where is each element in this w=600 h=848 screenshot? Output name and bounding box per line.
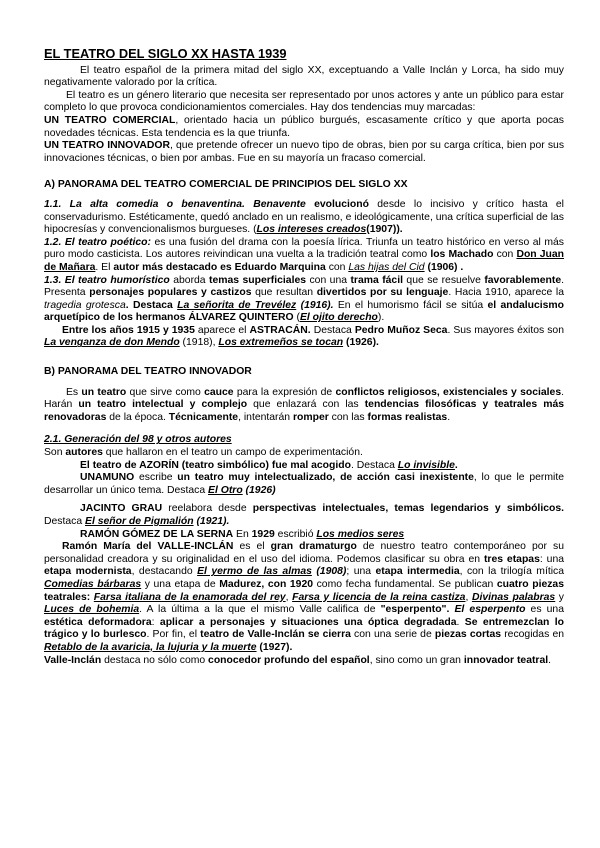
text: aborda [169, 274, 210, 286]
grau-paragraph [44, 503, 564, 528]
emphasis: personajes populares y castizos [89, 287, 252, 299]
emphasis: formas realistas [367, 411, 448, 423]
text: con una serie de [350, 629, 435, 641]
text: , orientado hacia un público burgués, escasamente crítico y que aporta pocas novedades técnicas. Esta tendencia es la que triunfa. [44, 114, 564, 139]
text: . Harán [44, 386, 564, 411]
text: que hallaron en el teatro un campo de experimentación. [102, 447, 363, 459]
astracan-paragraph [44, 325, 564, 350]
work-title: Los intereses creados [256, 224, 367, 236]
emphasis: RAMÓN GÓMEZ DE LA SERNA [80, 528, 234, 540]
section-b-heading: B) PANORAMA DEL TEATRO INNOVADOR [44, 366, 252, 378]
text: . El [95, 261, 114, 273]
azorin-paragraph [44, 460, 564, 473]
text: que resultan [251, 287, 317, 299]
text: que se resuelve [402, 274, 485, 286]
emphasis: tendencias filosóficas y teatrales más renovadoras [44, 399, 565, 423]
text: , con la trilogía mítica [459, 566, 565, 578]
text: Son [44, 447, 66, 459]
emphasis: aplicar a personajes y situaciones una óptica degradada [159, 616, 457, 628]
emphasis: cauce [204, 386, 234, 398]
text: Es [66, 386, 82, 398]
text: de nuestro teatro contemporáneo por su personalidad creadora y su originalidad en el uso del idioma. Podemos clasificar su obra en [44, 541, 565, 565]
text: es una [525, 604, 564, 616]
text: escribió [274, 528, 317, 540]
text: , sino como un gran [369, 654, 464, 666]
work-title: Don Juan de Mañara [44, 249, 565, 273]
emphasis: Valle-Inclán [44, 654, 102, 666]
text: , [285, 591, 293, 603]
year: (1921). [193, 516, 230, 527]
year: 1929 [251, 528, 275, 540]
text: . [456, 616, 465, 628]
text: . Por fin, el [146, 629, 201, 641]
text: (1918), [179, 337, 219, 349]
text: . A la última a la que el mismo Valle califica de [139, 604, 381, 616]
emphasis: JACINTO GRAU [80, 503, 163, 515]
text: . [548, 654, 552, 666]
subsection-label: 1.2. El teatro poético: [44, 236, 151, 248]
work-title: Los medios seres [316, 528, 405, 540]
text: ( [293, 312, 300, 324]
emphasis: "esperpento". [380, 604, 450, 616]
text: , intentarán [238, 411, 293, 423]
text: . Sus mayores éxitos son [447, 324, 564, 336]
work-title: Las hijas del Cid [348, 261, 425, 273]
text: Destaca [310, 324, 355, 336]
intro-paragraph-innovador [44, 140, 564, 165]
text: En [233, 528, 252, 540]
text: reelabora desde [162, 503, 253, 515]
text: y una etapa de [141, 578, 220, 590]
emphasis: romper [292, 411, 329, 423]
emphasis: un teatro intelectual y complejo [78, 399, 248, 411]
emphasis: innovador teatral [463, 654, 549, 666]
text: aparece el [194, 324, 250, 336]
emphasis: evolucionó [314, 198, 369, 210]
text: con [325, 261, 349, 273]
emphasis: divertidos por su lenguaje [316, 287, 449, 299]
italic-term: tragedia grotesca [44, 299, 126, 311]
text: recogidas en [501, 629, 564, 641]
text: , destacando [131, 566, 198, 578]
text: . Destaca [350, 459, 398, 471]
document-title: EL TEATRO DEL SIGLO XX HASTA 1939 [44, 46, 287, 61]
subsection-2-1-heading: 2.1. Generación del 98 y otros autores [44, 434, 232, 446]
work-title: Comedias bárbaras [44, 578, 142, 590]
work-title: Farsa italiana de la enamorada del rey [93, 591, 286, 603]
text: de la época. [106, 411, 169, 423]
emphasis: etapa intermedia [375, 566, 460, 578]
text: es el [233, 541, 271, 553]
emphasis: temas superficiales [209, 274, 307, 286]
emphasis: Ramón María del VALLE-INCLÁN [62, 541, 234, 553]
subsection-label: 1.3. El teatro humorístico [44, 274, 170, 286]
emphasis: un teatro muy intelectualizado, de acción casi inexistente [177, 472, 474, 484]
valle-inclan-paragraph [44, 541, 564, 654]
subsection-1-1 [44, 199, 564, 237]
year: (1916). [296, 299, 334, 311]
emphasis: etapa modernista [44, 566, 132, 578]
intro-paragraph-2: El teatro es un género literario que necesita ser representado por unos actores y ante un público para estar completo lo que provoca condicionamientos comerciales. Hay dos tendencias muy marcadas: [44, 89, 564, 114]
text: , [465, 591, 472, 603]
work-title: Luces de bohemia [44, 604, 140, 616]
work-title: El señor de Pigmalión [85, 516, 194, 527]
text: . [454, 459, 458, 471]
text: desde lo incisivo y crítico hasta el conservadurismo. Estéticamente, quedó anclado en un realismo, e ideológicamente, una crítica superficial de las hipocresías y convencionalismos burgueses. ( [44, 198, 564, 236]
emphasis: gran dramaturgo [270, 541, 357, 553]
text: En el humorismo fácil se sitúa [333, 299, 488, 311]
text: , lo que le permite desarrollar un único tema. Destaca [44, 472, 564, 496]
text: para la expresión de [233, 386, 336, 398]
intro-paragraph-1: El teatro español de la primera mitad del siglo XX, exceptuando a Valle Inclán y Lorca, ha sido muy negativamente valorado por la crítica. [44, 64, 564, 89]
text: . [447, 411, 451, 423]
text: . Presenta [44, 274, 565, 299]
work-title: El ojito derecho [299, 312, 378, 324]
subsection-1-3 [44, 275, 564, 325]
work-title: Divinas palabras [471, 591, 556, 603]
emphasis: ASTRACÁN. [249, 324, 311, 336]
text: destaca no sólo como [101, 654, 209, 666]
emphasis: . Destaca [125, 299, 178, 311]
text: como fecha fundamental. Se publican [313, 578, 497, 590]
year: (1927). [256, 641, 293, 653]
emphasis: Técnicamente [168, 411, 239, 423]
subsection-1-2 [44, 237, 564, 275]
work-title: La venganza de don Mendo [44, 337, 180, 349]
emphasis: UNAMUNO [80, 472, 135, 484]
emphasis: perspectivas intelectuales, temas legendarios y simbólicos. [252, 503, 564, 515]
italic-term: El esperpento [454, 604, 526, 616]
year: (1926). [343, 337, 379, 349]
text: con [493, 249, 517, 261]
emphasis: cuatro piezas teatrales: [44, 578, 564, 603]
section-b-intro [44, 387, 564, 425]
emphasis: favorablemente [484, 274, 562, 286]
unamuno-paragraph [44, 472, 564, 497]
work-title: Los extremeños se tocan [218, 337, 344, 349]
document-page [44, 48, 564, 667]
text: que sirve como [126, 386, 205, 398]
emphasis: autor más destacado es Eduardo Marquina [113, 261, 326, 273]
text: con las [328, 411, 368, 423]
year: (1906) . [427, 261, 464, 273]
emphasis: Pedro Muñoz Seca [354, 324, 448, 336]
text: escribe [134, 472, 178, 484]
valle-inclan-conclusion [44, 655, 564, 668]
emphasis: conocedor profundo del español [208, 654, 370, 666]
year: (1926) [242, 484, 276, 496]
text: Destaca [44, 516, 86, 527]
generation-98-intro [44, 447, 564, 460]
emphasis: autores [65, 447, 103, 459]
text: y [555, 591, 564, 603]
emphasis: tres etapas [483, 553, 540, 565]
emphasis: Se entremezclan lo trágico y lo burlesco [44, 616, 564, 641]
emphasis: un teatro [81, 386, 127, 398]
author: Benavente [253, 198, 306, 210]
text: ; una [346, 566, 376, 578]
work-title: La señorita de Trevélez [177, 299, 297, 311]
section-a-heading: A) PANORAMA DEL TEATRO COMERCIAL DE PRINCIPIOS DEL SIGLO XX [44, 179, 408, 191]
text: que enlazará con las [247, 399, 365, 411]
subsection-label: 1.1. La alta comedia o benaventina. [44, 198, 245, 210]
work-title: Lo invisible [397, 459, 455, 471]
intro-paragraph-comercial [44, 115, 564, 140]
gomez-serna-paragraph [44, 529, 564, 542]
year: (1907)). [366, 224, 403, 236]
work-title: Farsa y licencia de la reina castiza [292, 591, 466, 603]
label-teatro-innovador: UN TEATRO INNOVADOR [44, 140, 170, 152]
emphasis: piezas cortas [434, 629, 502, 641]
emphasis: conflictos religiosos, existenciales y sociales [335, 386, 562, 398]
emphasis: El teatro de AZORÍN (teatro simbólico) fue mal acogido [80, 459, 351, 471]
text: con una [306, 274, 351, 286]
emphasis: trama fácil [350, 274, 403, 286]
emphasis: los Machado [430, 249, 494, 261]
text: es una fusión del drama con la poesía lírica. Triunfa un teatro histórico en verso al más puro modo casticista. Los autores reivindican una vuelta a la tradición teatral como [44, 236, 564, 261]
work-title: Retablo de la avaricia, la lujuria y la muerte [44, 641, 257, 653]
text: ). [377, 312, 385, 324]
emphasis: Entre los años 1915 y 1935 [62, 324, 195, 336]
text: . Hacia 1910, aparece la [448, 287, 564, 299]
emphasis: teatro de Valle-Inclán se cierra [200, 629, 351, 641]
emphasis: estética deformadora [44, 616, 152, 628]
emphasis: el andalucismo arquetípico de los hermanos ÁLVAREZ QUINTERO [44, 299, 565, 324]
work-title: El yermo de las almas [197, 566, 312, 578]
text: : una [539, 553, 564, 565]
year: (1908) [311, 566, 347, 578]
label-teatro-comercial: UN TEATRO COMERCIAL [44, 114, 176, 126]
text: , que pretende ofrecer un nuevo tipo de obras, bien por su carga crítica, bien por sus innovaciones técnicas, o bien por ambas. Fue en su mayoría un fracaso comercial. [44, 140, 565, 164]
text: : [151, 616, 160, 628]
work-title: El Otro [208, 484, 243, 496]
emphasis: Madurez, con 1920 [219, 578, 314, 590]
